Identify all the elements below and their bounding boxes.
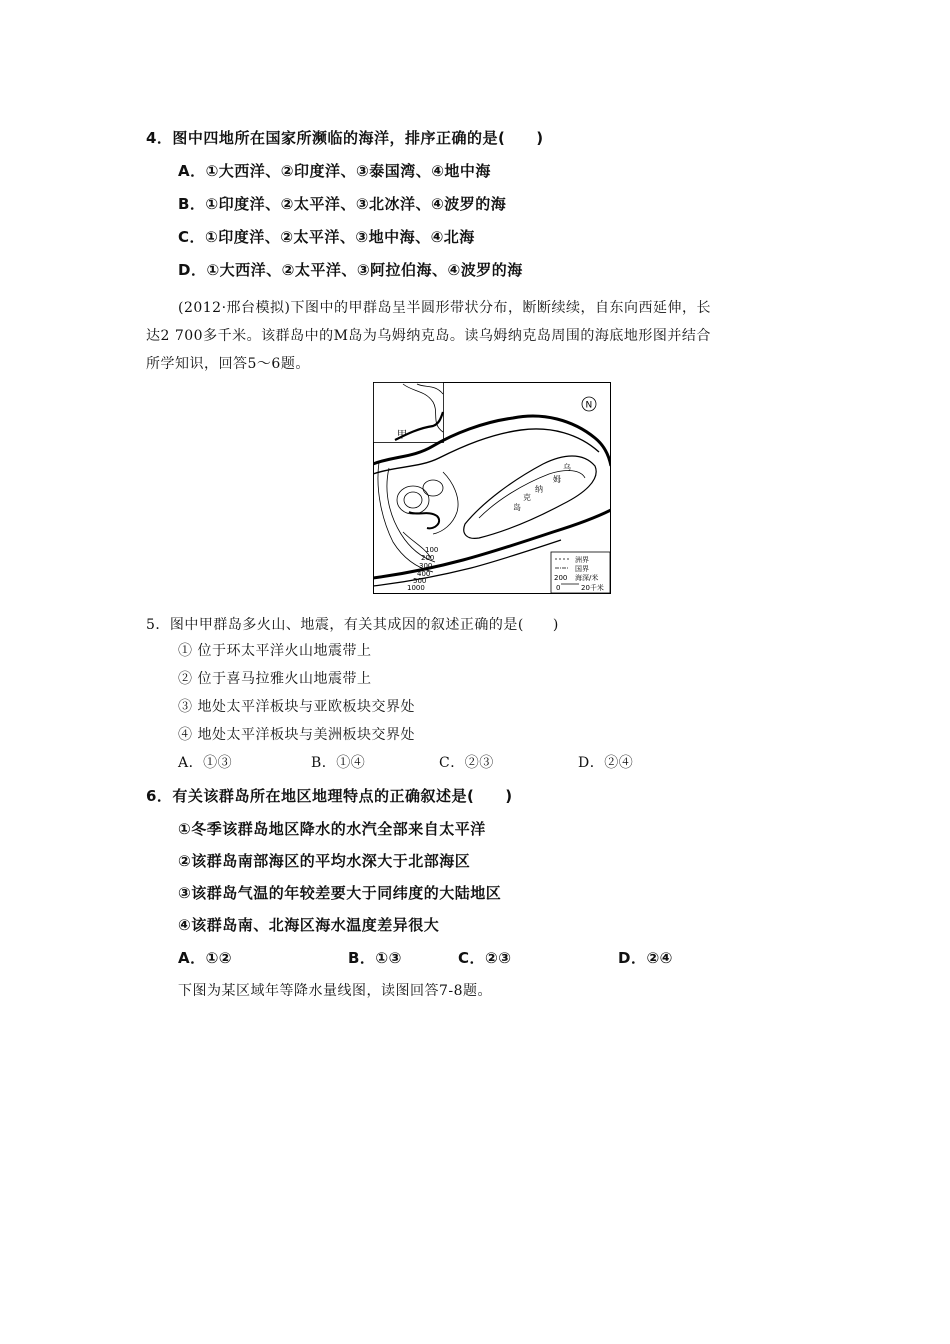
q6-answer-d: D．②④ <box>618 949 673 967</box>
map-depth-label: 500 <box>413 577 427 585</box>
q4-option-d: D．①大西洋、②太平洋、③阿拉伯海、④波罗的海 <box>178 261 523 279</box>
q4-option-a: A．①大西洋、②印度洋、③泰国湾、④地中海 <box>178 162 491 180</box>
map-depth-label: 300 <box>419 562 433 570</box>
seafloor-topography-map <box>373 382 611 594</box>
map-depth-label: 200 <box>421 554 435 562</box>
q6-answer-b: B．①③ <box>348 949 402 967</box>
q4-stem: 4．图中四地所在国家所濒临的海洋，排序正确的是( ) <box>146 129 544 147</box>
q5-item-1: ① 位于环太平洋火山地震带上 <box>178 643 372 659</box>
legend-continent-boundary: 洲界 <box>575 556 589 564</box>
q6-item-2: ②该群岛南部海区的平均水深大于北部海区 <box>178 852 471 870</box>
q6-item-4: ④该群岛南、北海区海水温度差异很大 <box>178 916 440 934</box>
q5-item-2: ② 位于喜马拉雅火山地震带上 <box>178 671 372 687</box>
map-island-char-1: 乌 <box>563 463 571 472</box>
map-depth-label: 1000 <box>407 584 425 592</box>
legend-scale-zero: 0 <box>556 584 561 592</box>
q5-stem: 5．图中甲群岛多火山、地震，有关其成因的叙述正确的是( ) <box>146 617 559 633</box>
map-island-char-4: 克 <box>523 493 531 502</box>
map-north-label: N <box>585 400 593 411</box>
legend-scale-distance: 20千米 <box>581 584 604 592</box>
map-island-char-2: 姆 <box>553 475 561 484</box>
map-island-char-3: 纳 <box>535 485 543 494</box>
q5-answer-a: A．①③ <box>178 755 233 771</box>
q5-answer-d: D．②④ <box>578 755 634 771</box>
intro56-line-1: (2012·邢台模拟)下图中的甲群岛呈半圆形带状分布，断断续续，自东向西延伸，长 <box>178 300 712 316</box>
q6-stem: 6．有关该群岛所在地区地理特点的正确叙述是( ) <box>146 787 513 805</box>
map-label-jia: 甲 <box>397 430 407 441</box>
q6-answer-c: C．②③ <box>458 949 512 967</box>
legend-depth-unit: 海深/米 <box>575 574 599 582</box>
map-island-char-5: 岛 <box>513 503 521 512</box>
q5-item-3: ③ 地处太平洋板块与亚欧板块交界处 <box>178 699 415 715</box>
q4-option-c: C．①印度洋、②太平洋、③地中海、④北海 <box>178 228 475 246</box>
intro56-line-2: 达2 700多千米。该群岛中的M岛为乌姆纳克岛。读乌姆纳克岛周围的海底地形图并结合 <box>146 328 711 344</box>
q5-item-4: ④ 地处太平洋板块与美洲板块交界处 <box>178 727 415 743</box>
intro78: 下图为某区域年等降水量线图，读图回答7-8题。 <box>178 983 493 999</box>
map-depth-label: 400 <box>417 570 431 578</box>
q4-option-b: B．①印度洋、②太平洋、③北冰洋、④波罗的海 <box>178 195 507 213</box>
map-depth-label: 100 <box>425 546 439 554</box>
q6-answer-a: A．①② <box>178 949 233 967</box>
legend-national-boundary: 国界 <box>575 565 589 573</box>
q6-item-3: ③该群岛气温的年较差要大于同纬度的大陆地区 <box>178 884 502 902</box>
q5-answer-b: B．①④ <box>311 755 366 771</box>
legend-depth-value: 200 <box>554 574 568 582</box>
q5-answer-c: C．②③ <box>439 755 494 771</box>
intro56-line-3: 所学知识，回答5～6题。 <box>146 356 310 372</box>
q6-item-1: ①冬季该群岛地区降水的水汽全部来自太平洋 <box>178 820 486 838</box>
